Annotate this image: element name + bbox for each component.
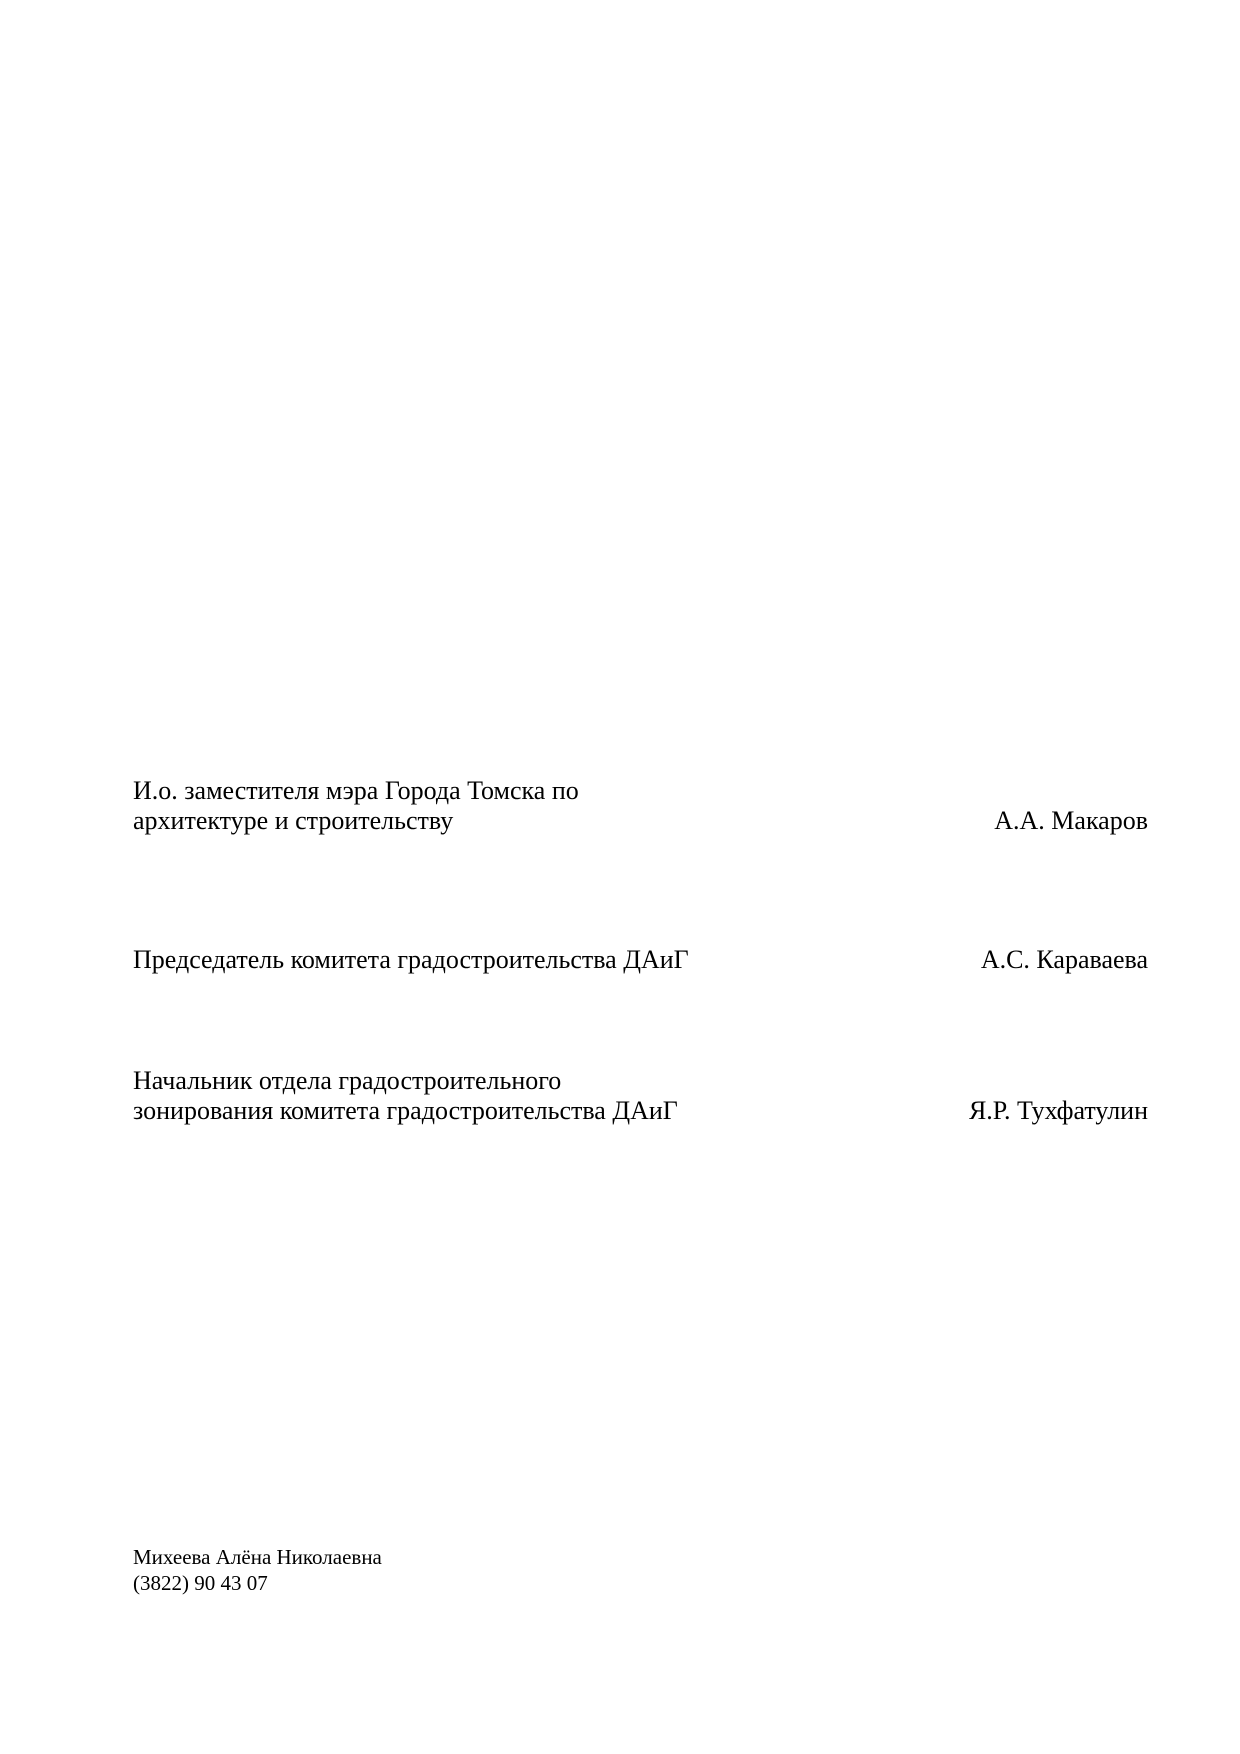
- executor-contact: [133, 1544, 382, 1596]
- signature-block-department-head: [133, 1066, 1148, 1126]
- signatory-position-line: зонирования комитета градостроительства ДАиГ: [133, 1096, 678, 1125]
- signatory-name: А.С. Караваева: [980, 945, 1148, 974]
- signatory-position-line: архитектуре и строительству: [133, 806, 454, 835]
- signatory-name: Я.Р. Тухфатулин: [968, 1096, 1148, 1125]
- executor-phone: (3822) 90 43 07: [133, 1571, 268, 1595]
- signature-block-deputy-mayor: [133, 776, 1148, 836]
- signatory-position-line: Председатель комитета градостроительства ДАиГ: [133, 945, 689, 974]
- executor-name: Михеева Алёна Николаевна: [133, 1545, 382, 1569]
- signature-block-committee-chair: [133, 945, 1148, 975]
- signatory-name: А.А. Макаров: [994, 806, 1148, 835]
- signatory-position-line: Начальник отдела градостроительного: [133, 1066, 562, 1095]
- signatory-position-line: И.о. заместителя мэра Города Томска по: [133, 776, 579, 805]
